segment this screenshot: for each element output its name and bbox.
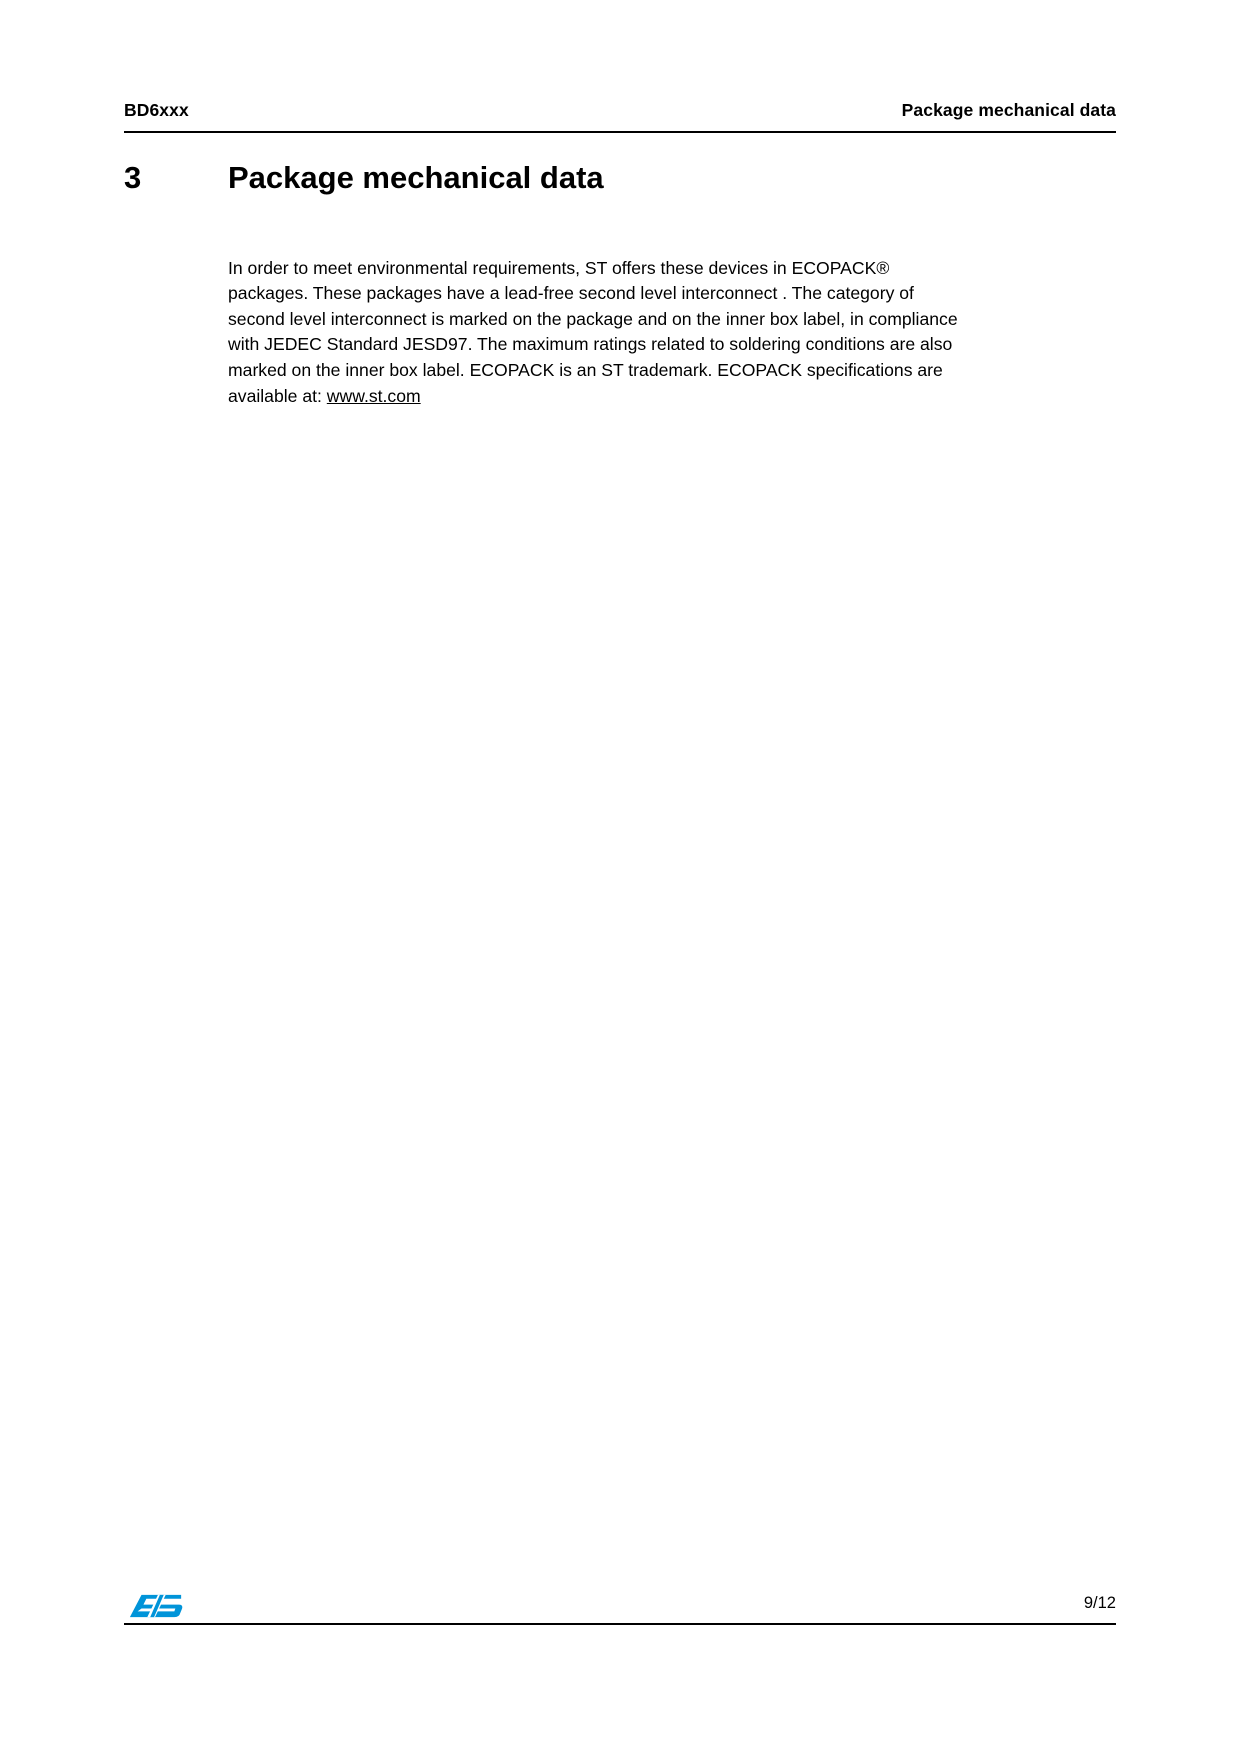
st-logo: [127, 1592, 185, 1622]
page-header: [124, 100, 1116, 121]
page-number: 9/12: [1083, 1594, 1116, 1612]
body-content: [228, 238, 968, 427]
header-divider: [124, 131, 1116, 133]
ecopack-paragraph: [228, 256, 968, 410]
footer-divider: [124, 1623, 1116, 1625]
page-title: Package mechanical data: [228, 160, 604, 195]
section-heading-row: [124, 160, 1116, 196]
section-number: 3: [124, 160, 142, 195]
header-document-title: BD6xxx: [124, 100, 189, 120]
header-section-title: Package mechanical data: [901, 100, 1116, 120]
paragraph-text: In order to meet environmental requirements, ST offers these devices in ECOPACK® packages. These packages have a lead-free second level interconnect . The category of second level interconnect is marked on the package and on the inner box label, in compliance with JEDEC Standard JESD97. The maximum ratings related to soldering conditions are also marked on the inner box label. ECOPACK is an ST trademark. ECOPACK specifications are available at:: [228, 257, 958, 406]
st-website-link[interactable]: www.st.com: [326, 385, 421, 406]
